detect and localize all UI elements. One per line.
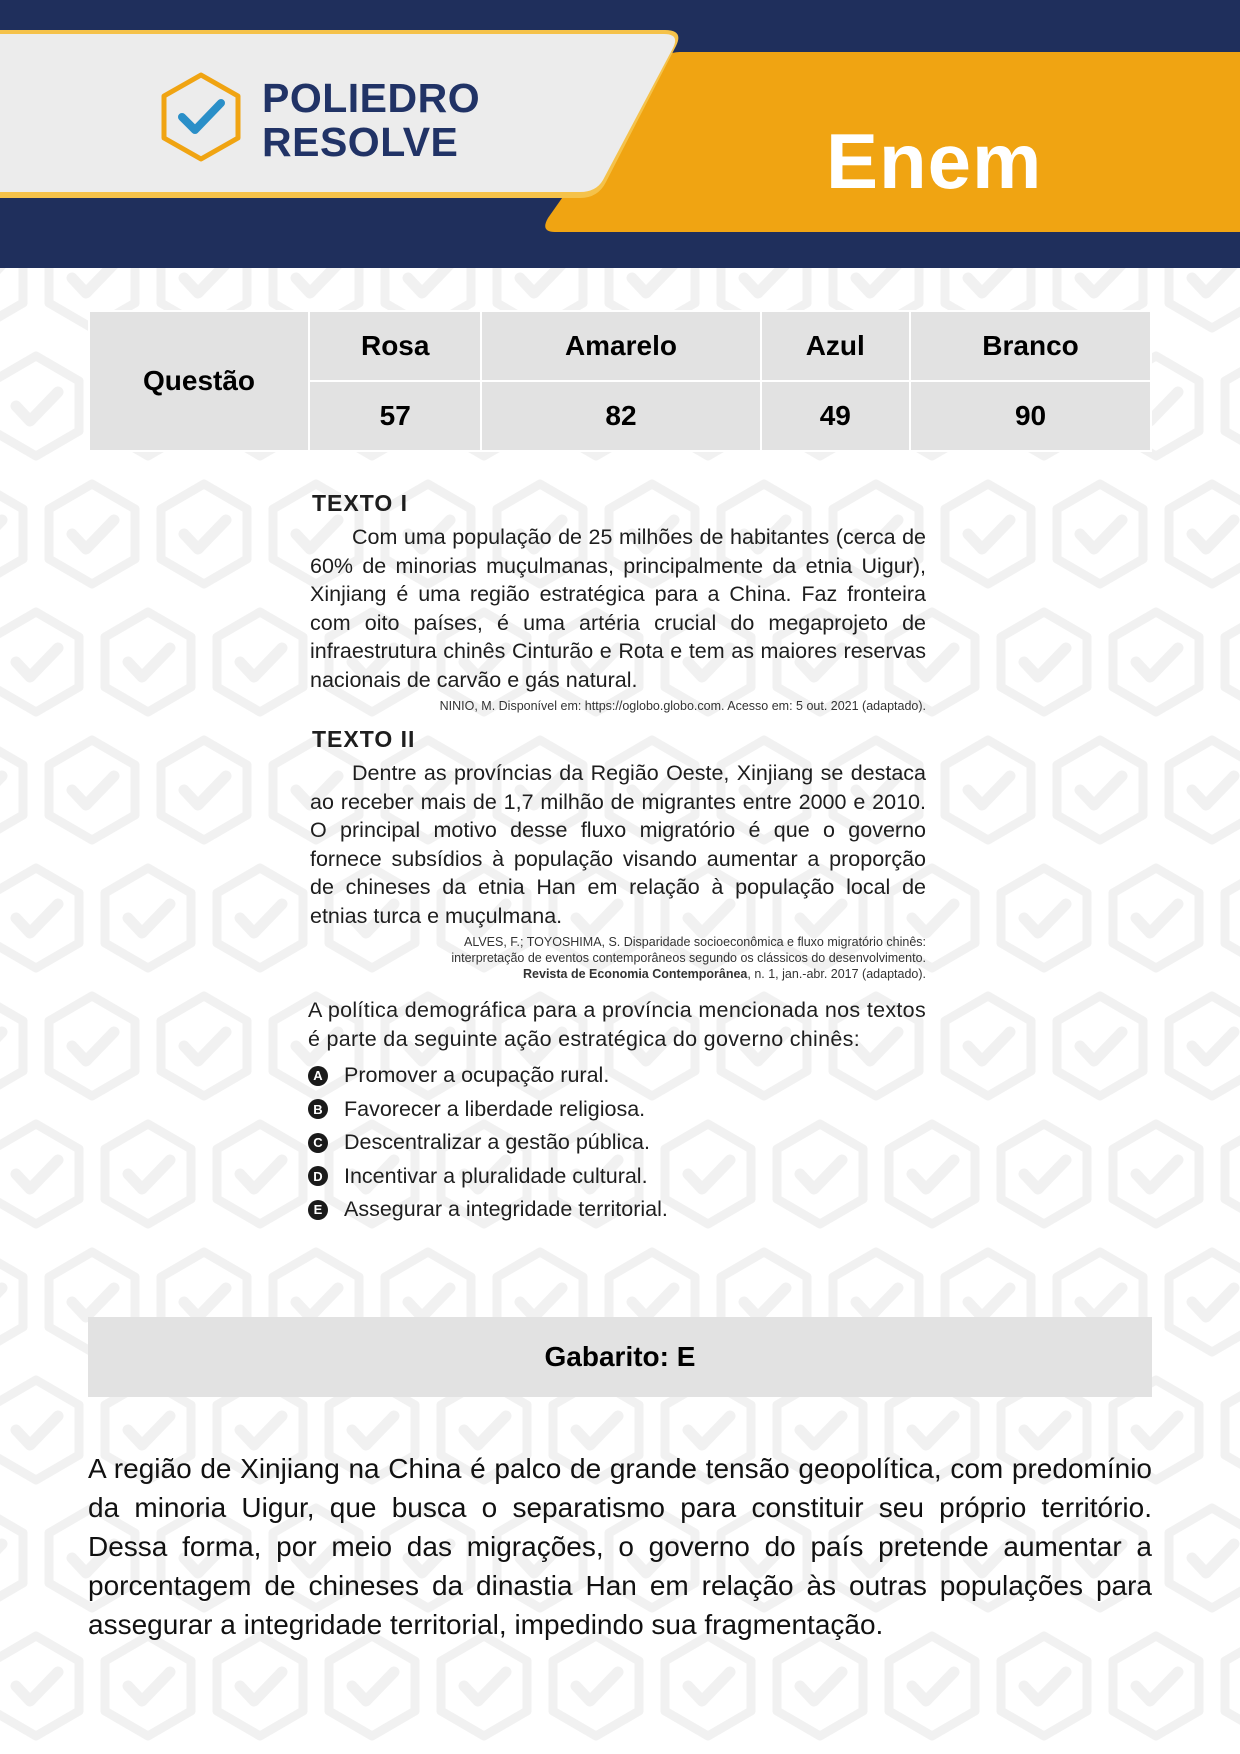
watermark-check-icon xyxy=(1225,868,1240,968)
watermark-check-icon xyxy=(0,356,79,456)
option-b-text: Favorecer a liberdade religiosa. xyxy=(344,1096,646,1121)
option-b xyxy=(308,1093,926,1127)
check-hexagon-icon xyxy=(158,70,244,164)
watermark-check-icon xyxy=(1225,612,1240,712)
watermark-check-icon xyxy=(49,484,135,584)
option-d-text: Incentivar a pluralidade cultural. xyxy=(344,1163,648,1188)
watermark-check-icon xyxy=(105,868,191,968)
watermark-check-icon xyxy=(1057,740,1143,840)
watermark-check-icon xyxy=(1113,612,1199,712)
watermark-check-icon xyxy=(329,1636,415,1736)
watermark-check-icon xyxy=(1225,1636,1240,1736)
header-banner xyxy=(0,0,1240,268)
watermark-check-icon xyxy=(217,612,303,712)
watermark-check-icon xyxy=(1113,1124,1199,1224)
option-a-letter: A xyxy=(308,1066,328,1086)
watermark-check-icon xyxy=(0,1508,23,1608)
watermark-check-icon xyxy=(1225,1124,1240,1224)
text-2-source-line-2: interpretação de eventos contemporâneos segundo os clássicos do desenvolvimento. xyxy=(451,951,926,965)
column-header-azul: Azul xyxy=(761,311,911,381)
watermark-check-icon xyxy=(1057,484,1143,584)
text-2-source-journal: Revista de Economia Contemporânea xyxy=(523,967,748,981)
text-2-source-line-1: ALVES, F.; TOYOSHIMA, S. Disparidade socioeconômica e fluxo migratório chinês: xyxy=(463,935,926,949)
text-2-source xyxy=(306,934,926,982)
watermark-check-icon xyxy=(441,1636,527,1736)
text-2-source-line-3 xyxy=(306,966,926,982)
watermark-check-icon xyxy=(161,996,247,1096)
brand-name xyxy=(262,76,480,164)
watermark-check-icon xyxy=(0,1124,79,1224)
watermark-check-icon xyxy=(105,1636,191,1736)
question-number-table xyxy=(88,310,1152,452)
watermark-check-icon xyxy=(0,612,79,712)
watermark-check-icon xyxy=(1169,484,1240,584)
question-number-branco: 90 xyxy=(910,381,1151,451)
text-2-heading: TEXTO II xyxy=(312,726,416,752)
brand-line-1: POLIEDRO xyxy=(262,75,481,121)
watermark-check-icon xyxy=(105,1124,191,1224)
watermark-check-icon xyxy=(105,612,191,712)
text-1-source: NINIO, M. Disponível em: https://oglobo.globo.com. Acesso em: 5 out. 2021 (adaptado). xyxy=(439,699,926,713)
watermark-check-icon xyxy=(945,740,1031,840)
text-2-source-issue: , n. 1, jan.-abr. 2017 (adaptado). xyxy=(747,967,926,981)
option-e-text: Assegurar a integridade territorial. xyxy=(344,1197,668,1222)
question-block xyxy=(306,490,926,1227)
option-c-letter: C xyxy=(308,1133,328,1153)
watermark-check-icon xyxy=(777,1636,863,1736)
watermark-check-icon xyxy=(0,1252,23,1352)
exam-title: Enem xyxy=(826,117,1043,205)
option-b-letter: B xyxy=(308,1099,328,1119)
watermark-check-icon xyxy=(0,268,23,328)
column-header-amarelo: Amarelo xyxy=(481,311,760,381)
watermark-check-icon xyxy=(1225,1380,1240,1480)
watermark-check-icon xyxy=(1113,868,1199,968)
watermark-check-icon xyxy=(1001,1636,1087,1736)
option-c-text: Descentralizar a gestão pública. xyxy=(344,1130,650,1155)
text-1-body: Com uma população de 25 milhões de habitantes (cerca de 60% de minorias muçulmanas, principalmente da etnia Uigur), Xinjiang é uma região estratégica para a China. Faz fronteira com oito países, é uma artéria crucial do megaprojeto de infraestrutura chinês Cinturão e Rota e tem as maiores reservas nacionais de carvão e gás natural. xyxy=(310,525,926,692)
question-number-azul: 49 xyxy=(761,381,911,451)
text-1-heading: TEXTO I xyxy=(312,490,409,516)
watermark-check-icon xyxy=(217,1636,303,1736)
watermark-check-icon xyxy=(0,1636,79,1736)
answer-key-label: Gabarito: E xyxy=(544,1341,696,1372)
watermark-check-icon xyxy=(0,740,23,840)
watermark-check-icon xyxy=(665,1636,751,1736)
option-c xyxy=(308,1126,926,1160)
question-stem: A política demográfica para a província mencionada nos textos é parte da seguinte ação estratégica do governo chinês: xyxy=(308,998,926,1051)
watermark-check-icon xyxy=(889,1636,975,1736)
watermark-check-icon xyxy=(945,996,1031,1096)
question-label: Questão xyxy=(89,311,309,451)
question-number-rosa: 57 xyxy=(309,381,481,451)
watermark-check-icon xyxy=(161,484,247,584)
watermark-check-icon xyxy=(1113,1636,1199,1736)
watermark-check-icon xyxy=(1169,996,1240,1096)
option-d xyxy=(308,1160,926,1194)
watermark-check-icon xyxy=(1225,356,1240,456)
option-e xyxy=(308,1193,926,1227)
option-e-letter: E xyxy=(308,1200,328,1220)
watermark-check-icon xyxy=(217,868,303,968)
text-2-body: Dentre as províncias da Região Oeste, Xinjiang se destaca ao receber mais de 1,7 milhão de migrantes entre 2000 e 2010. O principal motivo desse fluxo migratório é que o governo fornece subsídios à população visando aumentar a proporção de chineses da etnia Han em relação à população local de etnias turca e muçulmana. xyxy=(310,761,926,928)
watermark-check-icon xyxy=(217,1124,303,1224)
option-a xyxy=(308,1059,926,1093)
watermark-check-icon xyxy=(161,740,247,840)
watermark-check-icon xyxy=(0,484,23,584)
watermark-check-icon xyxy=(1169,268,1240,328)
watermark-check-icon xyxy=(1169,1252,1240,1352)
answer-key-bar xyxy=(88,1317,1152,1397)
watermark-check-icon xyxy=(1001,612,1087,712)
watermark-check-icon xyxy=(1001,1124,1087,1224)
brand-line-2: RESOLVE xyxy=(262,119,459,165)
watermark-check-icon xyxy=(0,1380,79,1480)
option-d-letter: D xyxy=(308,1166,328,1186)
watermark-check-icon xyxy=(0,996,23,1096)
watermark-check-icon xyxy=(553,1636,639,1736)
column-header-rosa: Rosa xyxy=(309,311,481,381)
column-header-branco: Branco xyxy=(910,311,1151,381)
watermark-check-icon xyxy=(0,868,79,968)
watermark-check-icon xyxy=(1169,1508,1240,1608)
watermark-check-icon xyxy=(1169,740,1240,840)
option-a-text: Promover a ocupação rural. xyxy=(344,1063,610,1088)
watermark-check-icon xyxy=(1001,868,1087,968)
watermark-check-icon xyxy=(945,484,1031,584)
watermark-check-icon xyxy=(49,996,135,1096)
watermark-check-icon xyxy=(1057,996,1143,1096)
question-number-amarelo: 82 xyxy=(481,381,760,451)
watermark-check-icon xyxy=(49,740,135,840)
answer-explanation: A região de Xinjiang na China é palco de grande tensão geopolítica, com predomínio da minoria Uigur, que busca o separatismo para constituir seu próprio território. Dessa forma, por meio das migrações, o governo do país pretende aumentar a porcentagem de chineses da dinastia Han em relação às outras populações para assegurar a integridade territorial, impedindo sua fragmentação. xyxy=(88,1453,1152,1640)
